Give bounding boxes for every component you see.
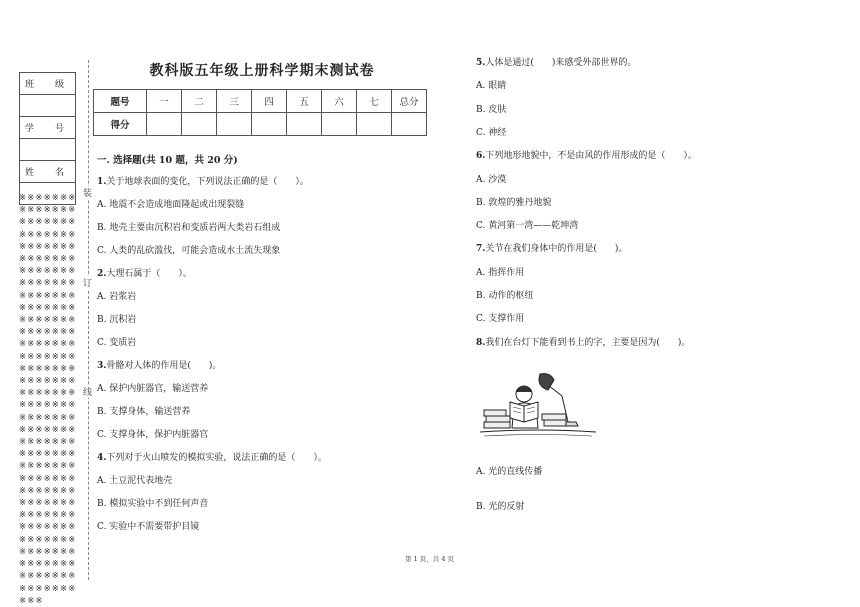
option-text: B. 支撑身体，输送营养: [97, 407, 191, 417]
answer-option[interactable]: [476, 78, 506, 91]
name-label: 姓 名: [20, 161, 76, 183]
id-label: 学 号: [20, 117, 76, 139]
answer-option[interactable]: [97, 220, 280, 233]
answer-option[interactable]: [97, 243, 280, 256]
option-text: A. 眼睛: [476, 81, 507, 92]
option-text: A. 光的直线传播: [476, 467, 543, 477]
score-row-label: 得分: [94, 113, 147, 136]
page-footer: 第 1 页，共 4 页: [405, 555, 455, 563]
question-stem: [97, 266, 192, 279]
page-title: 教科版五年级上册科学期末测试卷: [149, 63, 375, 79]
score-header-cell: 二: [182, 90, 217, 113]
question-number: 3.: [97, 361, 107, 371]
question-text: 人体是通过( )来感受外部世界的。: [485, 58, 637, 68]
option-text: B. 动作的枢纽: [476, 291, 534, 301]
question-text: 我们在台灯下能看到书上的字，主要是因为( )。: [485, 337, 691, 348]
score-cell[interactable]: [357, 113, 392, 136]
answer-option[interactable]: [476, 265, 524, 278]
lamp-reading-illustration: [478, 370, 598, 442]
score-header-cell: 题号: [94, 90, 147, 113]
option-text: A. 土豆泥代表地壳: [97, 476, 173, 486]
option-text: C. 实验中不需要带护目镜: [97, 522, 200, 532]
score-header-cell: 三: [217, 90, 252, 113]
score-header-cell: 一: [147, 90, 182, 113]
id-field[interactable]: [20, 139, 76, 161]
answer-option[interactable]: [97, 519, 199, 532]
option-text: C. 黄河第一湾——乾坤湾: [476, 221, 579, 232]
binding-char-ding: 订: [83, 276, 92, 289]
option-text: B. 地壳主要由沉积岩和变质岩两大类岩石组成: [97, 223, 281, 233]
option-text: A. 沙漠: [476, 174, 507, 185]
answer-option[interactable]: [97, 427, 208, 440]
question-number: 5.: [476, 58, 486, 68]
answer-option[interactable]: [476, 499, 524, 512]
binding-char-xian: 线: [83, 385, 92, 398]
question-stem: [476, 148, 697, 161]
option-text: A. 指挥作用: [476, 267, 525, 278]
option-text: B. 沉积岩: [97, 315, 137, 325]
class-field[interactable]: [20, 95, 76, 117]
binding-line: [88, 60, 89, 580]
score-cell[interactable]: [182, 113, 217, 136]
answer-option[interactable]: [476, 172, 506, 185]
option-text: B. 敦煌的雅丹地貌: [476, 197, 552, 208]
question-stem: [476, 55, 636, 68]
question-text: 下列地形地貌中，不是由风的作用形成的是（ ）。: [485, 151, 697, 162]
score-header-cell: 五: [287, 90, 322, 113]
score-cell[interactable]: [392, 113, 427, 136]
question-number: 1.: [97, 177, 107, 187]
question-number: 4.: [97, 453, 107, 463]
question-number: 8.: [476, 337, 486, 348]
question-stem: [97, 450, 327, 463]
score-header-cell: 六: [322, 90, 357, 113]
binding-char-zhuang: 装: [83, 186, 92, 199]
question-number: 7.: [476, 244, 486, 255]
score-cell[interactable]: [252, 113, 287, 136]
option-text: A. 地震不会造成地面隆起或出现裂缝: [97, 200, 245, 210]
answer-option[interactable]: [476, 288, 533, 301]
answer-option[interactable]: [97, 197, 244, 210]
question-stem: [97, 358, 221, 371]
option-text: C. 神经: [476, 127, 507, 138]
option-text: A. 保护内脏器官，输送营养: [97, 384, 209, 394]
option-text: C. 支撑身体，保护内脏器官: [97, 430, 209, 440]
answer-option[interactable]: [97, 289, 136, 302]
question-stem: [476, 241, 627, 254]
class-label: 班 级: [20, 73, 76, 95]
score-cell[interactable]: [147, 113, 182, 136]
student-info-table: [19, 72, 76, 205]
question-text: 大理石属于（ ）。: [106, 269, 192, 279]
question-text: 下列对于火山喷发的模拟实验，说法正确的是（ ）。: [106, 453, 327, 463]
question-number: 6.: [476, 151, 486, 162]
option-text: B. 光的反射: [476, 502, 525, 512]
question-number: 2.: [97, 269, 107, 279]
option-text: C. 变质岩: [97, 338, 137, 348]
score-cell[interactable]: [287, 113, 322, 136]
answer-option[interactable]: [476, 102, 506, 115]
score-header-cell: 总分: [392, 90, 427, 113]
answer-option[interactable]: [97, 473, 172, 486]
answer-option[interactable]: [97, 381, 208, 394]
answer-option[interactable]: [476, 464, 542, 477]
score-cell[interactable]: [217, 113, 252, 136]
option-text: C. 人类的乱砍滥伐，可能会造成水土流失现象: [97, 246, 281, 256]
score-table: [93, 89, 427, 136]
answer-option[interactable]: [476, 218, 578, 231]
score-header-cell: 七: [357, 90, 392, 113]
option-text: B. 模拟实验中不到任何声音: [97, 499, 209, 509]
question-stem: [97, 174, 309, 187]
answer-option[interactable]: [476, 311, 524, 324]
score-cell[interactable]: [322, 113, 357, 136]
question-text: 骨骼对人体的作用是( )。: [106, 361, 222, 371]
margin-stars: ※※※※※※※※※※※※※※※※※※※※※※※※※※※※※※※※※※※※※※※※※※※※※※※※※※※※※※※※※※※※※※※※※※※※※※※※※※※※※※※※※※※※※※※※※※※※※※※※※※※※※※※※※※※※※※※※※※※※※※※※※※※※※※※※※※※※※※※※※※※※※※※※※※※※※※※※※※※※※※※※※※※※※※※※※※※※※※※※※※※※※※※※※※※※※※※※※※※※※※※※※※※※※※※※※※※※※※※※※※※※※※※※※※※※※※※※※※: [19, 193, 77, 606]
answer-option[interactable]: [97, 404, 190, 417]
question-text: 关于地球表面的变化，下列说法正确的是（ ）。: [106, 177, 309, 187]
answer-option[interactable]: [97, 335, 136, 348]
answer-option[interactable]: [476, 125, 506, 138]
question-stem: [476, 335, 690, 348]
score-header-cell: 四: [252, 90, 287, 113]
answer-option[interactable]: [97, 496, 208, 509]
answer-option[interactable]: [97, 312, 136, 325]
answer-option[interactable]: [476, 195, 551, 208]
option-text: A. 岩浆岩: [97, 292, 137, 302]
section-title: 一. 选择题(共 10 题，共 20 分): [97, 155, 238, 166]
question-text: 关节在我们身体中的作用是( )。: [485, 244, 628, 255]
option-text: C. 支撑作用: [476, 314, 525, 325]
option-text: B. 皮肤: [476, 104, 507, 115]
